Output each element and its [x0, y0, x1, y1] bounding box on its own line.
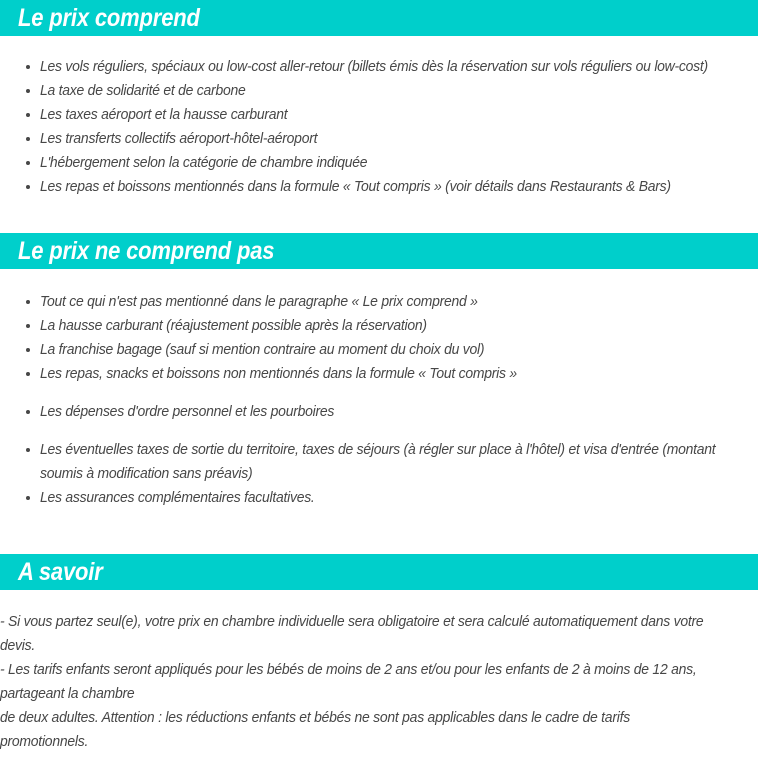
- list-item-text: Les assurances complémentaires facultatives.: [40, 490, 315, 506]
- list-item-spacer: [0, 424, 758, 438]
- list-item: [0, 362, 758, 386]
- section-body-le-prix-ne-comprend-pas: [0, 269, 758, 510]
- list-item: [0, 438, 758, 486]
- list-item-text: La hausse carburant (réajustement possible après la réservation): [40, 318, 427, 334]
- list-item: [0, 400, 758, 424]
- section-le-prix-comprend: [0, 0, 758, 199]
- section-a-savoir: [0, 554, 758, 754]
- list-item: [0, 290, 758, 314]
- note-paragraph-text: - Si vous partez seul(e), votre prix en chambre individuelle sera obligatoire et sera calculé automatiquement dans votre devis.: [0, 614, 704, 654]
- note-paragraph: [0, 706, 752, 754]
- list-item: [0, 55, 758, 79]
- list-item: [0, 175, 758, 199]
- section-gap: [0, 510, 758, 554]
- section-header-le-prix-ne-comprend-pas: [0, 233, 758, 269]
- note-paragraph: [0, 610, 752, 658]
- list-item-text: Tout ce qui n'est pas mentionné dans le paragraphe « Le prix comprend »: [40, 294, 478, 310]
- list-item-text: Les vols réguliers, spéciaux ou low-cost aller-retour (billets émis dès la réservation sur vols réguliers ou low-cost): [40, 59, 708, 75]
- excluded-list: [0, 290, 758, 510]
- section-body-le-prix-comprend: [0, 36, 758, 199]
- note-paragraph: [0, 658, 752, 706]
- list-item: [0, 151, 758, 175]
- included-list: [0, 55, 758, 199]
- list-item-text: Les repas et boissons mentionnés dans la formule « Tout compris » (voir détails dans Restaurants & Bars): [40, 179, 671, 195]
- list-item: [0, 314, 758, 338]
- list-item-text: L'hébergement selon la catégorie de chambre indiquée: [40, 155, 368, 171]
- list-item-text: La taxe de solidarité et de carbone: [40, 83, 246, 99]
- list-item-text: Les transferts collectifs aéroport-hôtel-aéroport: [40, 131, 318, 147]
- list-item-text: Les dépenses d'ordre personnel et les pourboires: [40, 404, 335, 420]
- section-title: Le prix comprend: [18, 3, 200, 32]
- section-title: A savoir: [18, 557, 103, 586]
- section-header-le-prix-comprend: [0, 0, 758, 36]
- list-item-text: Les repas, snacks et boissons non mentionnés dans la formule « Tout compris »: [40, 366, 517, 382]
- note-paragraph-text: - Les tarifs enfants seront appliqués pour les bébés de moins de 2 ans et/ou pour les enfants de 2 à moins de 12 ans, partageant la chambre: [0, 662, 697, 702]
- list-item: [0, 486, 758, 510]
- section-gap: [0, 199, 758, 233]
- list-item: [0, 79, 758, 103]
- list-item-text: La franchise bagage (sauf si mention contraire au moment du choix du vol): [40, 342, 485, 358]
- note-paragraph-text: de deux adultes. Attention : les réductions enfants et bébés ne sont pas applicables dans le cadre de tarifs promotionnels.: [0, 710, 630, 750]
- list-item-text: Les taxes aéroport et la hausse carburant: [40, 107, 288, 123]
- list-item-text: Les éventuelles taxes de sortie du territoire, taxes de séjours (à régler sur place à l'hôtel) et visa d'entrée (montant soumis à modification sans préavis): [40, 442, 716, 482]
- list-item: [0, 338, 758, 362]
- list-item: [0, 127, 758, 151]
- list-item: [0, 103, 758, 127]
- section-title: Le prix ne comprend pas: [18, 236, 275, 265]
- list-item-spacer: [0, 386, 758, 400]
- section-body-a-savoir: [0, 590, 758, 754]
- section-header-a-savoir: [0, 554, 758, 590]
- section-le-prix-ne-comprend-pas: [0, 233, 758, 510]
